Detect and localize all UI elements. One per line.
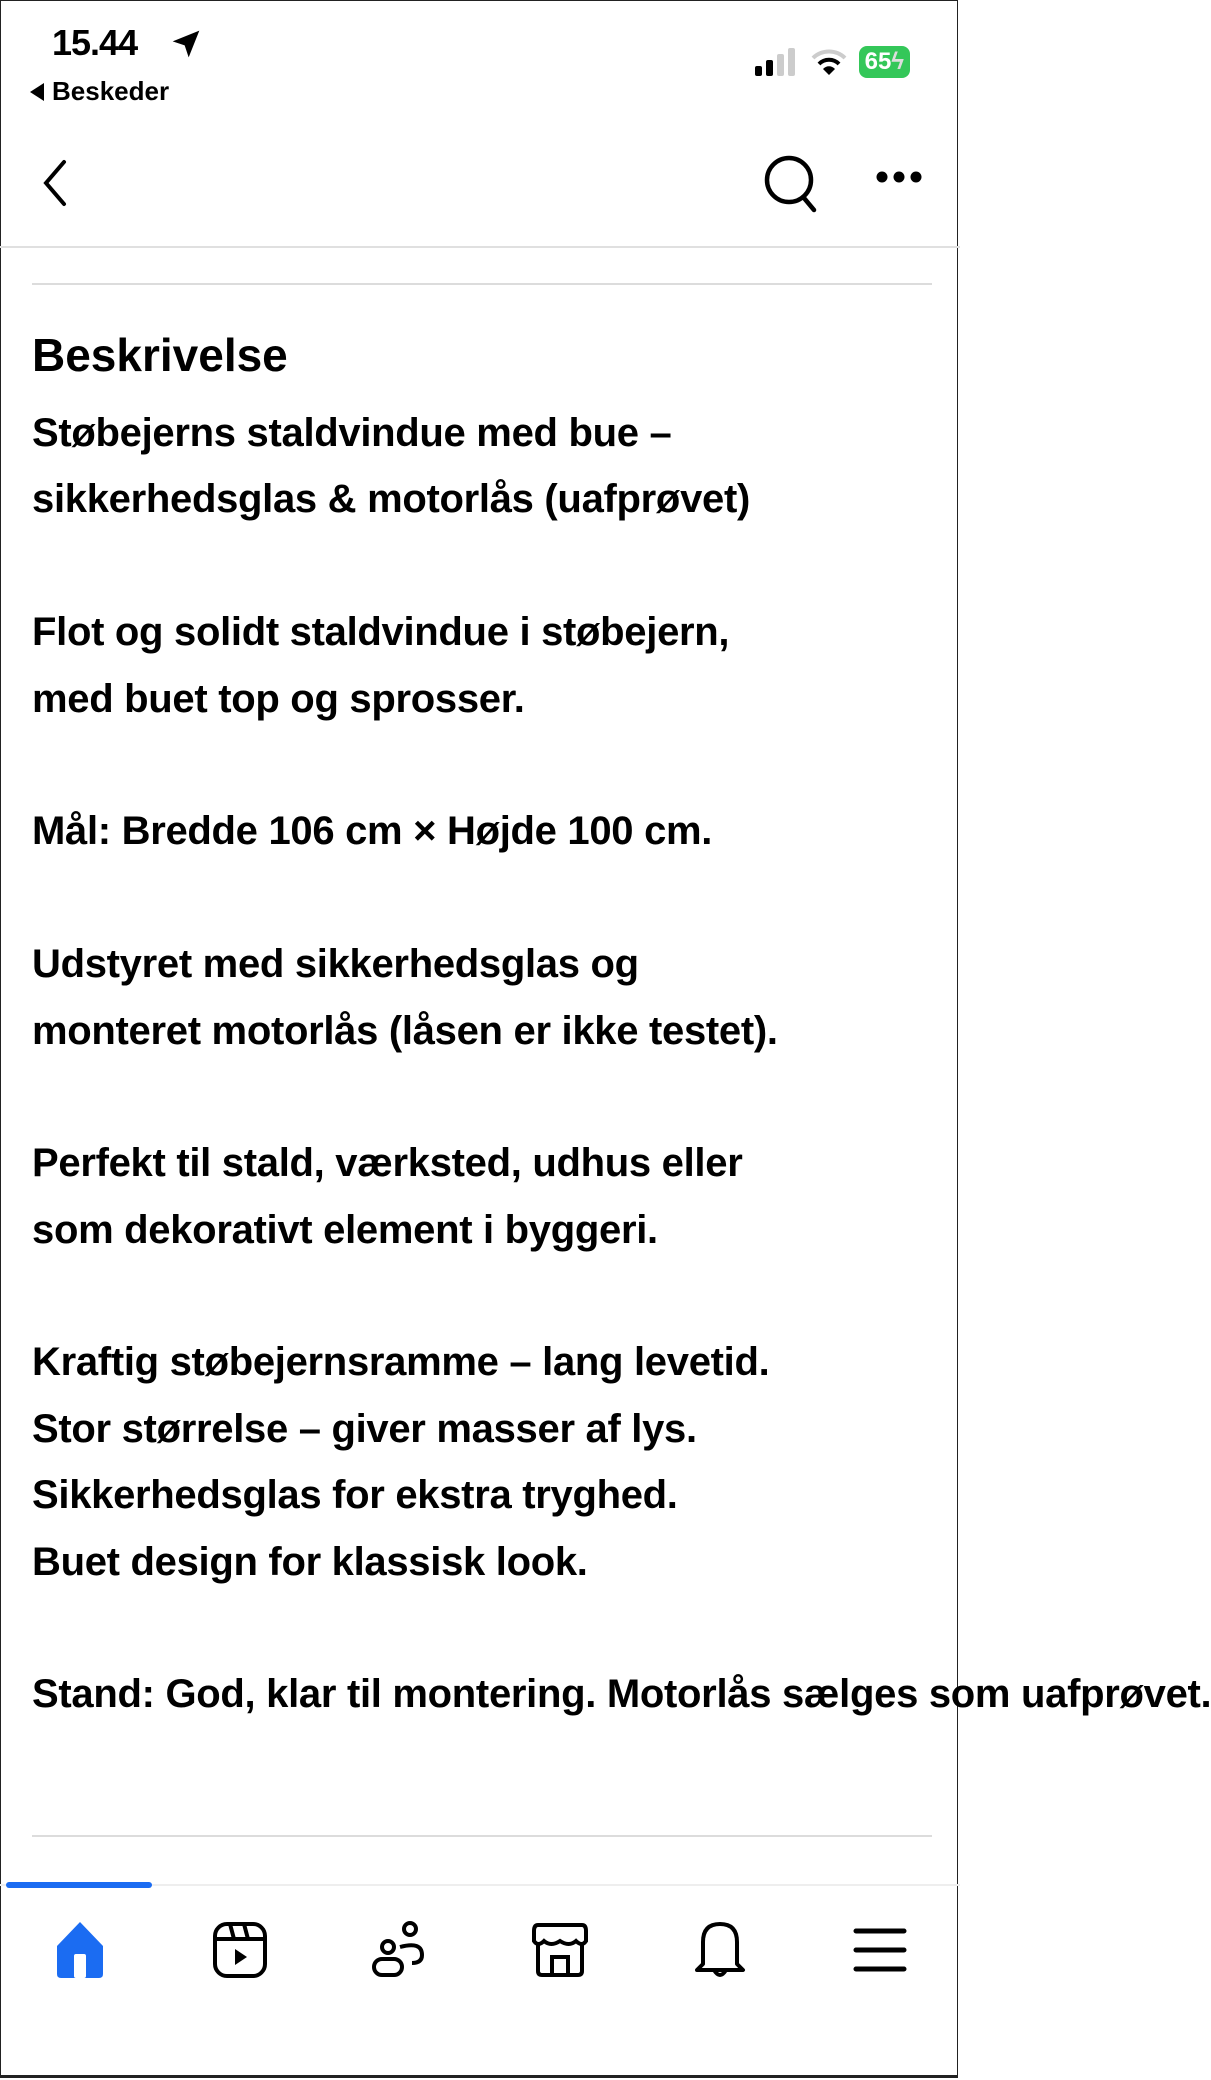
search-icon[interactable] bbox=[762, 152, 822, 216]
blank-line bbox=[32, 732, 960, 798]
active-tab-indicator bbox=[6, 1882, 152, 1888]
back-to-app-link[interactable] bbox=[30, 76, 169, 107]
description-line: Kraftig støbejernsramme – lang levetid. bbox=[32, 1340, 770, 1385]
blank-line bbox=[32, 865, 960, 931]
marketplace-icon bbox=[532, 1921, 588, 1979]
description-line: med buet top og sprosser. bbox=[32, 676, 525, 721]
description-line: som dekorativt element i byggeri. bbox=[32, 1207, 658, 1252]
description-line: sikkerhedsglas & motorlås (uafprøvet) bbox=[32, 477, 751, 522]
video-icon bbox=[212, 1921, 268, 1979]
back-triangle-icon bbox=[30, 83, 44, 101]
status-icons bbox=[755, 46, 910, 78]
tab-video[interactable] bbox=[200, 1910, 280, 1990]
friends-icon bbox=[370, 1921, 430, 1979]
section-title: Beskrivelse bbox=[32, 329, 288, 381]
tab-friends[interactable] bbox=[360, 1910, 440, 1990]
battery-indicator bbox=[859, 46, 910, 78]
blank-line bbox=[32, 1595, 960, 1661]
blank-line bbox=[32, 533, 960, 599]
tab-notifications[interactable] bbox=[680, 1910, 760, 1990]
tab-home[interactable] bbox=[40, 1910, 120, 1990]
back-chevron-icon[interactable] bbox=[40, 158, 70, 208]
location-arrow-icon bbox=[170, 28, 202, 60]
description-line: Sikkerhedsglas for ekstra tryghed. bbox=[32, 1473, 678, 1518]
top-nav-bar bbox=[0, 130, 960, 248]
home-icon bbox=[53, 1920, 107, 1980]
tab-marketplace[interactable] bbox=[520, 1910, 600, 1990]
blank-line bbox=[32, 1064, 960, 1130]
blank-line bbox=[32, 1263, 960, 1329]
description-line: Perfekt til stald, værksted, udhus eller bbox=[32, 1141, 743, 1186]
description-line: Støbejerns staldvindue med bue – bbox=[32, 411, 672, 455]
menu-icon bbox=[853, 1926, 907, 1974]
description-line: Stand: God, klar til montering. Motorlås sælges som uafprøvet. bbox=[32, 1672, 1211, 1717]
section-divider bbox=[32, 1835, 932, 1837]
charging-icon: ϟ bbox=[891, 48, 904, 75]
description-line: monteret motorlås (låsen er ikke testet). bbox=[32, 1008, 778, 1053]
bell-icon bbox=[693, 1920, 747, 1980]
back-app-label: Beskeder bbox=[52, 76, 170, 106]
bottom-tab-bar bbox=[0, 1905, 960, 1995]
description-text bbox=[32, 400, 1211, 1728]
status-time: 15.44 bbox=[52, 22, 138, 63]
more-options-icon[interactable] bbox=[876, 170, 922, 184]
description-line: Buet design for klassisk look. bbox=[32, 1539, 588, 1584]
signal-icon bbox=[755, 48, 799, 76]
description-line: Stor størrelse – giver masser af lys. bbox=[32, 1406, 697, 1451]
description-line: Udstyret med sikkerhedsglas og bbox=[32, 942, 639, 987]
description-line: Mål: Bredde 106 cm × Højde 100 cm. bbox=[32, 809, 713, 854]
wifi-icon bbox=[811, 48, 847, 76]
battery-level: 65 bbox=[864, 48, 892, 75]
section-divider bbox=[32, 283, 932, 285]
tab-menu[interactable] bbox=[840, 1910, 920, 1990]
description-line: Flot og solidt staldvindue i støbejern, bbox=[32, 610, 730, 655]
